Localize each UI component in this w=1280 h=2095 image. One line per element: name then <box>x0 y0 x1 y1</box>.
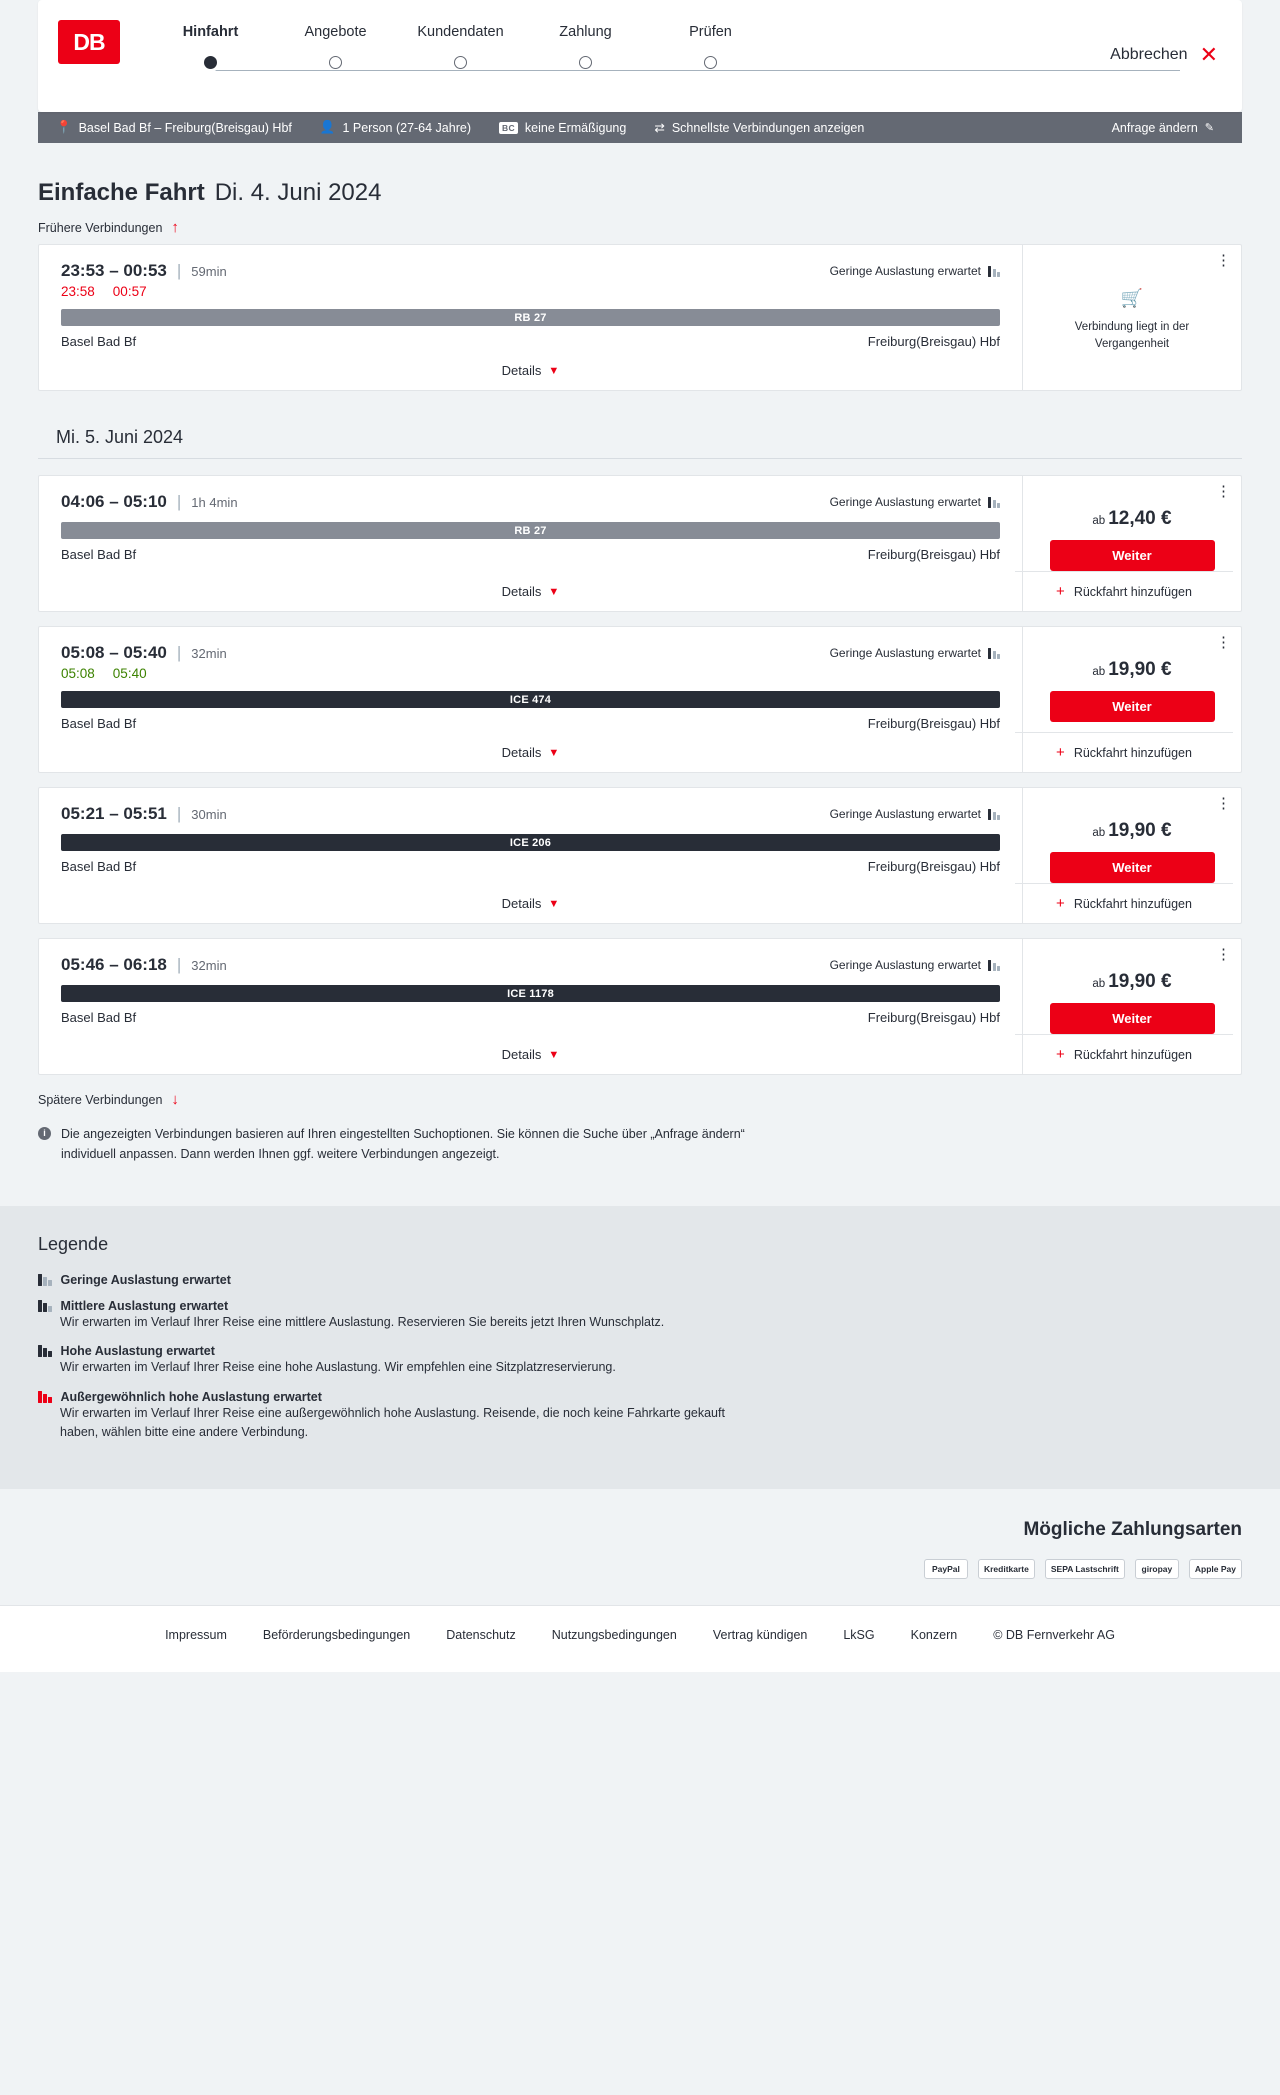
station-from: Basel Bad Bf <box>61 859 137 874</box>
connection-card <box>38 475 1242 612</box>
details-label: Details <box>501 1047 542 1062</box>
details-toggle[interactable] <box>61 882 1000 923</box>
wizard-stepper <box>148 24 1242 69</box>
station-to: Freiburg(Breisgau) Hbf <box>867 334 1000 349</box>
realtime-arrival: 05:40 <box>112 666 147 681</box>
legend-item-description: Wir erwarten im Verlauf Ihrer Reise eine hohe Auslastung. Wir empfehlen eine Sitzplatzreservierung. <box>60 1360 616 1375</box>
utilization-label: Geringe Auslastung erwartet <box>829 646 981 660</box>
past-connection-note <box>1039 285 1225 352</box>
realtime-departure: 05:08 <box>61 666 95 681</box>
connection-details <box>39 627 1023 772</box>
connection-stations <box>61 716 1000 731</box>
legend-section <box>0 1206 1280 1489</box>
legend-item-head <box>38 1390 1242 1404</box>
legend-item-head <box>38 1299 1242 1313</box>
time-separator: | <box>176 492 182 511</box>
details-toggle[interactable] <box>61 570 1000 611</box>
chevron-down-icon: ▼ <box>548 585 560 598</box>
legend-item <box>38 1273 1242 1287</box>
price-value: 12,40 € <box>1108 508 1172 529</box>
details-label: Details <box>501 363 542 378</box>
past-connection-text: Verbindung liegt in der Vergangenheit <box>1074 321 1190 350</box>
connection-stations <box>61 334 1000 349</box>
step-dot-wrap-3 <box>398 56 523 69</box>
info-icon: i <box>38 1127 51 1140</box>
realtime-arrival: 00:57 <box>112 284 147 299</box>
connection-time-row <box>61 955 1000 975</box>
utilization <box>830 264 1000 278</box>
footer-link[interactable]: Beförderungsbedingungen <box>262 1627 411 1642</box>
legend-list <box>38 1273 1242 1443</box>
utilization-icon <box>988 960 1000 971</box>
chevron-down-icon: ▼ <box>548 746 560 759</box>
utilization-icon <box>988 809 1000 820</box>
more-options-icon[interactable]: ⋮ <box>1216 483 1231 500</box>
connection-details <box>39 245 1023 390</box>
page-title-date: Di. 4. Juni 2024 <box>214 179 382 206</box>
page-title-type: Einfache Fahrt <box>38 179 205 206</box>
legend-item-label: Hohe Auslastung erwartet <box>60 1344 215 1359</box>
price-value: 19,90 € <box>1108 820 1172 841</box>
chevron-down-icon: ▼ <box>548 897 560 910</box>
legend-item <box>38 1344 1242 1377</box>
connection-price <box>1092 820 1171 842</box>
step-dot-1[interactable] <box>204 56 217 69</box>
station-from: Basel Bad Bf <box>61 547 137 562</box>
continue-button[interactable]: Weiter <box>1050 691 1215 722</box>
connection-time-range: 04:06 – 05:10 <box>61 492 167 511</box>
legend-item-description: Wir erwarten im Verlauf Ihrer Reise eine mittlere Auslastung. Reservieren Sie bereits jetzt Ihren Wunschplatz. <box>60 1315 665 1329</box>
step-dot-2[interactable] <box>329 56 342 69</box>
location-pin-icon: 📍 <box>56 120 72 134</box>
connection-stations <box>61 859 1000 874</box>
summary-route-label: Basel Bad Bf – Freiburg(Breisgau) Hbf <box>78 120 292 135</box>
summary-discount[interactable] <box>485 121 640 135</box>
utilization <box>830 646 1000 660</box>
connection-duration: 1h 4min <box>191 494 238 510</box>
time-separator: | <box>176 643 182 662</box>
connection-time-range: 23:53 – 00:53 <box>61 261 167 280</box>
utilization-label: Geringe Auslastung erwartet <box>829 495 981 509</box>
connection-time-range: 05:08 – 05:40 <box>61 643 167 662</box>
legend-item <box>38 1390 1242 1443</box>
arrow-up-icon: ↑ <box>171 219 179 236</box>
connection-offer <box>1023 245 1241 390</box>
search-info-text: Die angezeigten Verbindungen basieren auf Ihren eingestellten Suchoptionen. Sie können die Suche über „Anfrage ändern“ individuell anpassen. Dann werden Ihnen ggf. weitere Verbindungen angezeigt. <box>61 1127 745 1161</box>
summary-passengers[interactable] <box>306 120 485 135</box>
plus-icon: + <box>1056 1046 1065 1063</box>
summary-passengers-label: 1 Person (27-64 Jahre) <box>342 120 471 135</box>
add-return-trip-label: Rückfahrt hinzufügen <box>1073 896 1192 911</box>
step-dot-wrap-2 <box>273 56 398 69</box>
add-return-trip-button[interactable] <box>1015 1034 1233 1074</box>
footer-copyright: © DB Fernverkehr AG <box>993 1627 1115 1642</box>
station-from: Basel Bad Bf <box>61 334 137 349</box>
connection-time-row <box>61 492 1000 512</box>
realtime-times <box>61 666 1000 681</box>
payment-method-icon: giropay <box>1135 1559 1179 1579</box>
person-icon: 👤 <box>319 120 336 134</box>
step-dot-3[interactable] <box>454 56 467 69</box>
legend-item-head <box>38 1273 1242 1287</box>
main-content <box>0 179 1280 1164</box>
close-icon[interactable]: ✕ <box>1199 42 1218 67</box>
utilization <box>830 807 1000 821</box>
utilization-icon <box>988 648 1000 659</box>
station-from: Basel Bad Bf <box>61 716 137 731</box>
footer-link[interactable]: Datenschutz <box>446 1627 516 1642</box>
train-badge[interactable]: RB 27 <box>61 309 1000 326</box>
connection-details <box>39 476 1023 611</box>
price-prefix: ab <box>1092 666 1106 678</box>
price-prefix: ab <box>1092 515 1106 527</box>
step-1[interactable]: Hinfahrt <box>182 24 239 40</box>
db-logo[interactable]: DB <box>58 20 120 64</box>
connection-duration: 32min <box>191 957 227 973</box>
price-value: 19,90 € <box>1108 659 1172 680</box>
step-dot-4[interactable] <box>579 56 592 69</box>
realtime-departure: 23:58 <box>61 284 95 299</box>
add-return-trip-button[interactable] <box>1015 883 1233 923</box>
change-request-label: Anfrage ändern <box>1111 120 1198 135</box>
time-separator: | <box>176 261 182 280</box>
cancel-label: Abbrechen <box>1110 46 1188 63</box>
details-toggle[interactable] <box>61 349 1000 390</box>
connection-time-range: 05:46 – 06:18 <box>61 955 167 974</box>
payment-method-icon: PayPal <box>924 1559 968 1579</box>
search-summary-bar <box>38 112 1242 143</box>
page-title <box>38 179 1242 207</box>
add-return-trip-button[interactable] <box>1015 732 1233 772</box>
legend-item-label: Mittlere Auslastung erwartet <box>60 1299 229 1313</box>
station-to: Freiburg(Breisgau) Hbf <box>867 859 1000 874</box>
change-request-button[interactable] <box>1098 121 1228 135</box>
cancel-button[interactable] <box>1110 44 1218 66</box>
connection-time-range: 05:21 – 05:51 <box>61 804 167 823</box>
stepper-line <box>210 70 1180 71</box>
payment-methods-title: Mögliche Zahlungsarten <box>1023 1518 1242 1540</box>
more-options-icon[interactable]: ⋮ <box>1216 946 1231 963</box>
step-dot-wrap-5 <box>648 56 773 69</box>
pencil-icon[interactable]: ✎ <box>1204 122 1214 134</box>
footer-link[interactable]: Nutzungsbedingungen <box>551 1627 677 1642</box>
more-options-icon[interactable]: ⋮ <box>1216 252 1231 269</box>
legend-item-head <box>38 1344 1242 1358</box>
day-separator: Mi. 5. Juni 2024 <box>38 417 1242 459</box>
step-dot-wrap-1 <box>148 56 273 69</box>
add-return-trip-label: Rückfahrt hinzufügen <box>1073 745 1192 760</box>
connection-duration: 30min <box>191 806 227 822</box>
utilization-level-3-icon <box>38 1345 52 1357</box>
add-return-trip-label: Rückfahrt hinzufügen <box>1073 1047 1192 1062</box>
payment-method-icon: SEPA Lastschrift <box>1045 1559 1125 1579</box>
utilization-label: Geringe Auslastung erwartet <box>829 807 981 821</box>
price-prefix: ab <box>1092 827 1106 839</box>
utilization-level-4-icon <box>38 1391 52 1403</box>
summary-sorting[interactable] <box>640 120 878 135</box>
summary-discount-label: keine Ermäßigung <box>524 120 627 135</box>
connection-card <box>38 244 1242 391</box>
later-connections-label: Spätere Verbindungen <box>38 1092 163 1107</box>
summary-route[interactable] <box>52 120 306 135</box>
connection-duration: 59min <box>191 263 227 279</box>
footer-link[interactable]: Vertrag kündigen <box>712 1627 808 1642</box>
train-badge[interactable]: ICE 1178 <box>61 985 1000 1002</box>
footer <box>0 1605 1280 1672</box>
connection-stations <box>61 1010 1000 1025</box>
continue-button[interactable]: Weiter <box>1050 540 1215 571</box>
realtime-times <box>61 284 1000 299</box>
summary-sorting-label: Schnellste Verbindungen anzeigen <box>671 120 865 135</box>
payment-methods-section <box>0 1489 1280 1605</box>
continue-button[interactable]: Weiter <box>1050 1003 1215 1034</box>
footer-link[interactable]: LkSG <box>843 1627 875 1642</box>
train-badge[interactable]: ICE 206 <box>61 834 1000 851</box>
connection-card <box>38 787 1242 924</box>
earlier-connections-button[interactable] <box>38 219 1242 236</box>
station-to: Freiburg(Breisgau) Hbf <box>867 547 1000 562</box>
wizard-header <box>38 0 1242 112</box>
connection-time-row <box>61 643 1000 663</box>
time-separator: | <box>176 955 182 974</box>
utilization-level-1-icon <box>38 1274 52 1286</box>
plus-icon: + <box>1056 895 1065 912</box>
connection-offer <box>1023 939 1241 1074</box>
footer-link[interactable]: Impressum <box>165 1627 227 1642</box>
arrow-down-icon: ↓ <box>171 1091 179 1108</box>
add-return-trip-button[interactable] <box>1015 571 1233 611</box>
footer-link[interactable]: Konzern <box>910 1627 958 1642</box>
plus-icon: + <box>1056 583 1065 600</box>
train-badge[interactable]: RB 27 <box>61 522 1000 539</box>
connection-offer <box>1023 788 1241 923</box>
details-toggle[interactable] <box>61 731 1000 772</box>
connection-time-row <box>61 804 1000 824</box>
sort-icon: ⇄ <box>654 121 665 135</box>
step-5[interactable]: Prüfen <box>689 24 732 40</box>
connection-price <box>1092 508 1171 530</box>
connection-card <box>38 938 1242 1075</box>
legend-item-label: Außergewöhnlich hohe Auslastung erwartet <box>60 1389 322 1404</box>
step-3[interactable]: Kundendaten <box>417 24 504 40</box>
connection-offer <box>1023 627 1241 772</box>
utilization <box>830 958 1000 972</box>
utilization-label: Geringe Auslastung erwartet <box>829 264 981 278</box>
details-label: Details <box>501 745 542 760</box>
later-connections-button[interactable] <box>38 1091 1242 1108</box>
connection-stations <box>61 547 1000 562</box>
connection-duration: 32min <box>191 645 227 661</box>
payment-method-icon: Apple Pay <box>1189 1559 1242 1579</box>
utilization <box>830 495 1000 509</box>
footer-links <box>0 1628 1280 1642</box>
earlier-connections-label: Frühere Verbindungen <box>38 220 163 235</box>
step-2[interactable]: Angebote <box>304 24 367 40</box>
search-info-note <box>38 1124 798 1164</box>
bahncard-icon: BC <box>499 122 518 134</box>
plus-icon: + <box>1056 744 1065 761</box>
connection-offer <box>1023 476 1241 611</box>
details-label: Details <box>501 896 542 911</box>
step-dot-wrap-4 <box>523 56 648 69</box>
utilization-level-2-icon <box>38 1300 52 1312</box>
connection-price <box>1092 659 1171 681</box>
station-from: Basel Bad Bf <box>61 1010 137 1025</box>
legend-item <box>38 1299 1242 1332</box>
details-toggle[interactable] <box>61 1033 1000 1074</box>
connection-time-row <box>61 261 1000 281</box>
legend-title: Legende <box>38 1234 109 1254</box>
chevron-down-icon: ▼ <box>548 364 560 377</box>
more-options-icon[interactable]: ⋮ <box>1216 634 1231 651</box>
utilization-label: Geringe Auslastung erwartet <box>829 958 981 972</box>
chevron-down-icon: ▼ <box>548 1048 560 1061</box>
connection-list <box>38 244 1242 1075</box>
utilization-icon <box>988 266 1000 277</box>
details-label: Details <box>501 584 542 599</box>
legend-item-label: Geringe Auslastung erwartet <box>60 1273 231 1287</box>
price-prefix: ab <box>1092 978 1106 990</box>
legend-item-description: Wir erwarten im Verlauf Ihrer Reise eine außergewöhnlich hohe Auslastung. Reisende, die noch keine Fahrkarte gekauft haben, wählen bitte eine andere Verbindung. <box>60 1405 725 1440</box>
step-dot-5[interactable] <box>704 56 717 69</box>
connection-details <box>39 788 1023 923</box>
train-badge[interactable]: ICE 474 <box>61 691 1000 708</box>
cart-icon: 🛒 <box>1120 288 1144 308</box>
add-return-trip-label: Rückfahrt hinzufügen <box>1073 584 1192 599</box>
payment-method-icon: Kreditkarte <box>978 1559 1035 1579</box>
price-value: 19,90 € <box>1108 971 1172 992</box>
station-to: Freiburg(Breisgau) Hbf <box>867 1010 1000 1025</box>
payment-icons <box>38 1559 1242 1579</box>
more-options-icon[interactable]: ⋮ <box>1216 795 1231 812</box>
connection-price <box>1092 971 1171 993</box>
utilization-icon <box>988 497 1000 508</box>
connection-details <box>39 939 1023 1074</box>
time-separator: | <box>176 804 182 823</box>
step-4[interactable]: Zahlung <box>559 24 612 40</box>
connection-card <box>38 626 1242 773</box>
station-to: Freiburg(Breisgau) Hbf <box>867 716 1000 731</box>
continue-button[interactable]: Weiter <box>1050 852 1215 883</box>
